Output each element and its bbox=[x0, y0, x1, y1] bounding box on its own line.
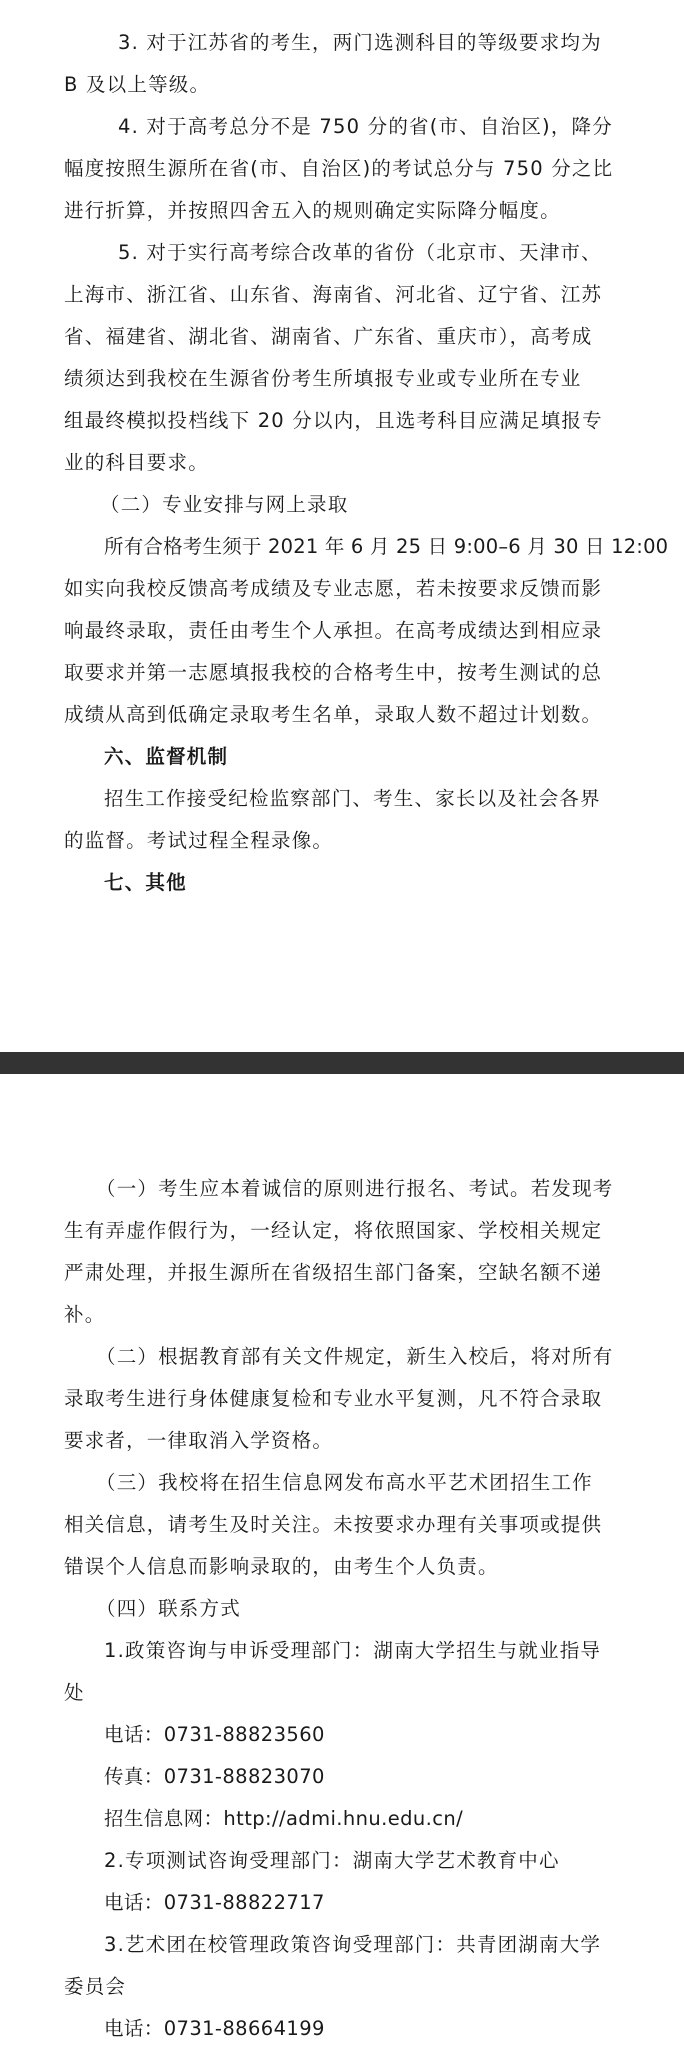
paragraph-line: 录取考生进行身体健康复检和专业水平复测，凡不符合录取 bbox=[64, 1387, 603, 1410]
paragraph-line: 幅度按照生源所在省(市、自治区)的考试总分与 750 分之比 bbox=[64, 157, 614, 180]
paragraph-line: （一）考生应本着诚信的原则进行报名、考试。若发现考 bbox=[96, 1177, 614, 1200]
paragraph-line: 上海市、浙江省、山东省、海南省、河北省、辽宁省、江苏 bbox=[64, 283, 603, 306]
paragraph-line: 绩须达到我校在生源省份考生所填报专业或专业所在专业 bbox=[64, 367, 582, 390]
paragraph-line: 成绩从高到低确定录取考生名单，录取人数不超过计划数。 bbox=[64, 703, 603, 726]
paragraph-line: 招生工作接受纪检监察部门、考生、家长以及社会各界 bbox=[104, 787, 601, 810]
contact-phone: 电话：0731-88664199 bbox=[104, 2017, 325, 2040]
paragraph-line: 取要求并第一志愿填报我校的合格考生中，按考生测试的总 bbox=[64, 661, 603, 684]
paragraph-line: 生有弄虚作假行为，一经认定，将依照国家、学校相关规定 bbox=[64, 1219, 603, 1242]
contact-phone: 电话：0731-88822717 bbox=[104, 1891, 325, 1914]
document-page-2 bbox=[0, 1074, 684, 2072]
contact-fax: 传真：0731-88823070 bbox=[104, 1765, 325, 1788]
paragraph-line: （二）根据教育部有关文件规定，新生入校后，将对所有 bbox=[96, 1345, 614, 1368]
page-divider bbox=[0, 1052, 684, 1074]
paragraph-line: 相关信息，请考生及时关注。未按要求办理有关事项或提供 bbox=[64, 1513, 603, 1536]
paragraph-line: 要求者，一律取消入学资格。 bbox=[64, 1429, 334, 1452]
paragraph-line: 组最终模拟投档线下 20 分以内，且选考科目应满足填报专 bbox=[64, 409, 603, 432]
section-heading: 六、监督机制 bbox=[104, 745, 229, 768]
section-heading: 七、其他 bbox=[104, 871, 187, 894]
paragraph-line: B 及以上等级。 bbox=[64, 73, 211, 96]
subsection-heading: （四）联系方式 bbox=[96, 1597, 241, 1620]
paragraph-line: 3. 对于江苏省的考生，两门选测科目的等级要求均为 bbox=[118, 31, 602, 54]
paragraph-line: 4. 对于高考总分不是 750 分的省(市、自治区)，降分 bbox=[118, 115, 613, 138]
paragraph-line: 业的科目要求。 bbox=[64, 451, 209, 474]
paragraph-line: 补。 bbox=[64, 1303, 106, 1326]
contact-phone: 电话：0731-88823560 bbox=[104, 1723, 325, 1746]
paragraph-line: 进行折算，并按照四舍五入的规则确定实际降分幅度。 bbox=[64, 199, 561, 222]
paragraph-line: 的监督。考试过程全程录像。 bbox=[64, 829, 334, 852]
paragraph-line: （三）我校将在招生信息网发布高水平艺术团招生工作 bbox=[96, 1471, 593, 1494]
paragraph-line: 省、福建省、湖北省、湖南省、广东省、重庆市），高考成 bbox=[64, 325, 593, 348]
paragraph-line: 3.艺术团在校管理政策咨询受理部门：共青团湖南大学 bbox=[104, 1933, 602, 1956]
admission-website: 招生信息网：http://admi.hnu.edu.cn/ bbox=[104, 1807, 464, 1830]
subsection-heading: （二）专业安排与网上录取 bbox=[100, 493, 349, 516]
paragraph-line: 响最终录取，责任由考生个人承担。在高考成绩达到相应录 bbox=[64, 619, 603, 642]
paragraph-line: 1.政策咨询与申诉受理部门：湖南大学招生与就业指导 bbox=[104, 1639, 602, 1662]
paragraph-line: 5. 对于实行高考综合改革的省份（北京市、天津市、 bbox=[118, 241, 602, 264]
paragraph-line: 处 bbox=[64, 1681, 85, 1704]
paragraph-line: 委员会 bbox=[64, 1975, 127, 1998]
paragraph-line: 所有合格考生须于 2021 年 6 月 25 日 9:00–6 月 30 日 12:00 bbox=[104, 535, 669, 558]
paragraph-line: 严肃处理，并报生源所在省级招生部门备案，空缺名额不递 bbox=[64, 1261, 603, 1284]
paragraph-line: 如实向我校反馈高考成绩及专业志愿，若未按要求反馈而影 bbox=[64, 577, 603, 600]
paragraph-line: 错误个人信息而影响录取的，由考生个人负责。 bbox=[64, 1555, 499, 1578]
paragraph-line: 2.专项测试咨询受理部门：湖南大学艺术教育中心 bbox=[104, 1849, 560, 1872]
